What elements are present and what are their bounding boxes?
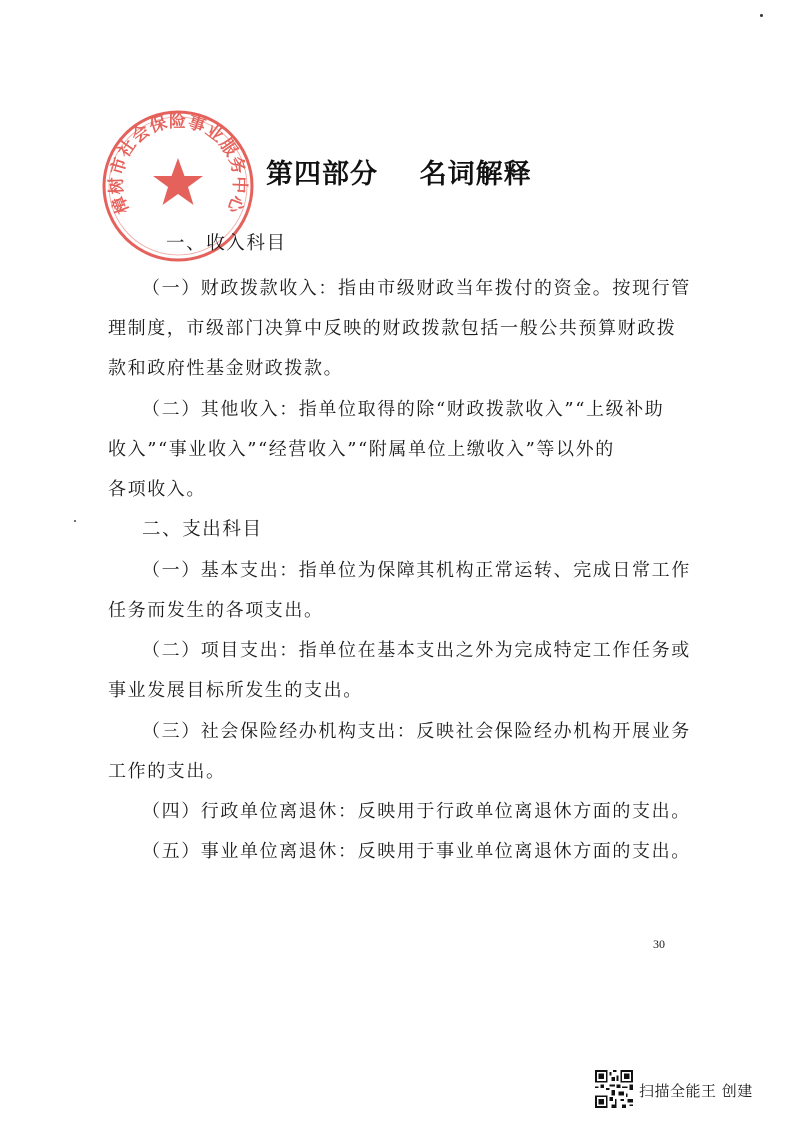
paragraph-line: （一）基本支出：指单位为保障其机构正常运转、完成日常工作 (142, 560, 691, 581)
paragraph-line: 工作的支出。 (108, 761, 226, 782)
paragraph-line: 事业发展目标所发生的支出。 (108, 680, 363, 701)
paragraph-line: 各项收入。 (108, 479, 206, 500)
page-title: 第四部分 名词解释 (266, 159, 532, 190)
scanner-watermark (595, 1070, 775, 1114)
paragraph-line: 理制度，市级部门决算中反映的财政拨款包括一般公共预算财政拨 (108, 318, 677, 339)
paragraph-line: （二）其他收入：指单位取得的除“财政拨款收入”“上级补助 (142, 399, 665, 420)
paragraph-line: 款和政府性基金财政拨款。 (108, 358, 344, 379)
scan-speck (760, 14, 763, 17)
scan-speck (74, 520, 76, 522)
section-heading-expenditure: 二、支出科目 (142, 519, 263, 540)
paragraph-line: 收入”“事业收入”“经营收入”“附属单位上缴收入”等以外的 (108, 439, 615, 460)
paragraph-line: （四）行政单位离退休：反映用于行政单位离退休方面的支出。 (142, 801, 691, 822)
page-number: 30 (653, 937, 665, 951)
paragraph-line: （五）事业单位离退休：反映用于事业单位离退休方面的支出。 (142, 841, 691, 862)
paragraph-line: （一）财政拨款收入：指由市级财政当年拨付的资金。按现行管 (142, 278, 691, 299)
seal-text: 樟树市社会保险事业服务中心 (106, 111, 250, 217)
section-heading-income: 一、收入科目 (166, 233, 287, 254)
paragraph-line: （二）项目支出：指单位在基本支出之外为完成特定工作任务或 (142, 640, 691, 661)
seal-star-icon (153, 158, 203, 205)
qr-code-icon (595, 1070, 633, 1108)
paragraph-line: （三）社会保险经办机构支出：反映社会保险经办机构开展业务 (142, 721, 691, 742)
watermark-text: 扫描全能王 创建 (639, 1082, 753, 1100)
paragraph-line: 任务而发生的各项支出。 (108, 600, 324, 621)
